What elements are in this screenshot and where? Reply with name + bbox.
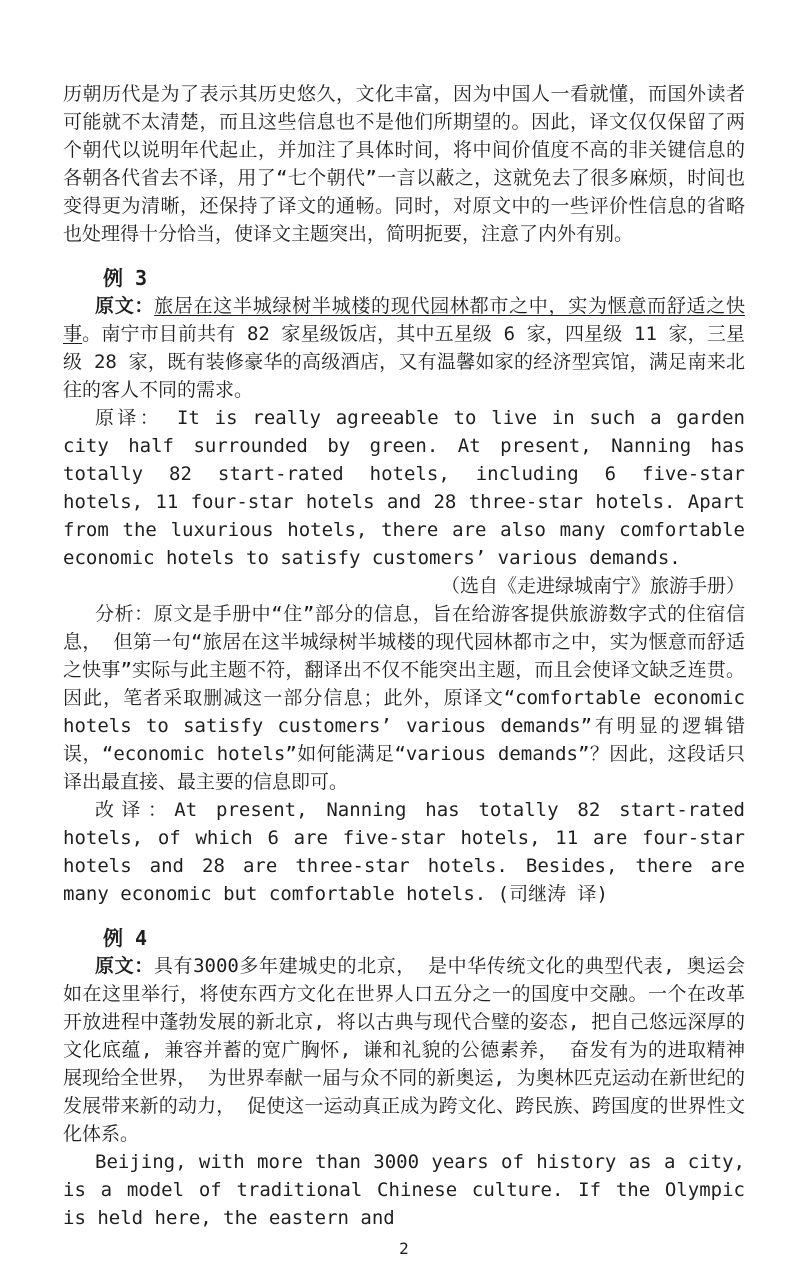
example4-heading: 例 4 <box>103 926 148 950</box>
example4-translation-paragraph <box>63 1148 745 1232</box>
example3-source-rest-text: 。南宁市目前共有 82 家星级饭店，其中五星级 6 家，四星级 11 家，三星级 28 家，既有装修豪华的高级酒店，又有温馨如家的经济型宾馆，满足南来北往的客人不同的需求。 <box>63 323 745 401</box>
example3-first-translation-text: It is really agreeable to live in such a garden city half surrounded by green. At present, Nanning has totally 82 start-rated hotels, including 6 five-star hotels, 11 four-star hotels and 28 three-star hotels. Apart from the luxurious hotels, there are also many comfortable economic hotels to satisfy customers’ various demands. <box>63 407 745 569</box>
example3-first-translation-label: 原译： <box>95 407 177 429</box>
example4-translation-text: Beijing, with more than 3000 years of history as a city, is a model of traditional Chinese culture. If the Olympic is held here, the eastern and <box>63 1151 745 1229</box>
continuation-text: 历朝历代是为了表示其历史悠久，文化丰富，因为中国人一看就懂，而国外读者可能就不太清楚，而且这些信息也不是他们所期望的。因此，译文仅仅保留了两个朝代以说明年代起止，并加注了具体时间，将中间价值度不高的非关键信息的各朝各代省去不译，用了“七个朝代”一言以蔽之，这就免去了很多麻烦，时间也变得更为清晰，还保持了译文的通畅。同时，对原文中的一些评价性信息的省略也处理得十分恰当，使译文主题突出，简明扼要，注意了内外有别。 <box>63 83 745 245</box>
example4-source-label: 原文： <box>95 955 154 977</box>
continuation-paragraph <box>63 80 745 248</box>
example3-source-paragraph <box>63 292 745 404</box>
example3-revised-text: At present, Nanning has totally 82 start-rated hotels, of which 6 are five-star hotels, 11 are four-star hotels and 28 are three-star hotels. Besides, there are many economic but comfortable hotels. (司继涛 译) <box>63 799 745 905</box>
example3-analysis-text: 原文是手册中“住”部分的信息，旨在给游客提供旅游数字式的住宿信息， 但第一句“旅居在这半城绿树半城楼的现代园林都市之中，实为惬意而舒适之快事”实际与此主题不符，翻译出不仅不能突出主题，而且会使译文缺乏连贯。因此，笔者采取删减这一部分信息；此外，原译文“comfortable economic hotels to satisfy customers’ various demands”有明显的逻辑错误，“economic hotels”如何能满足“various demands”？因此，这段话只译出最直接、最主要的信息即可。 <box>63 603 745 793</box>
example4-source-paragraph <box>63 952 745 1148</box>
example3-source-underlined-text: 旅居在这半城绿树半城楼的现代园林都市之中，实为惬意而舒适之快事 <box>63 295 745 345</box>
example3-attribution: （选自《走进绿城南宁》旅游手册） <box>440 575 745 597</box>
example3-source-label: 原文： <box>95 295 155 317</box>
page-number: 2 <box>399 1239 409 1258</box>
example3-revised-paragraph <box>63 796 745 908</box>
example3-first-translation-paragraph <box>63 404 745 572</box>
example3-heading: 例 3 <box>103 266 148 290</box>
example3-analysis-paragraph <box>63 600 745 796</box>
example4-source-text: 具有3000多年建城史的北京， 是中华传统文化的典型代表, 奥运会如在这里举行，将使东西方文化在世界人口五分之一的国度中交融。一个在改革开放进程中蓬勃发展的新北京, 将以古典与现代合璧的姿态, 把自己悠远深厚的文化底蕴, 兼容并蓄的宽广胸怀, 谦和礼貌的公德素养， 奋发有为的进取精神展现给全世界， 为世界奉献一届与众不同的新奥运, 为奥林匹克运动在新世纪的发展带来新的动力， 促使这一运动真正成为跨文化、跨民族、跨国度的世界性文化体系。 <box>63 955 745 1145</box>
example3-revised-label: 改译： <box>95 799 175 821</box>
example3-analysis-label: 分析： <box>95 603 154 625</box>
